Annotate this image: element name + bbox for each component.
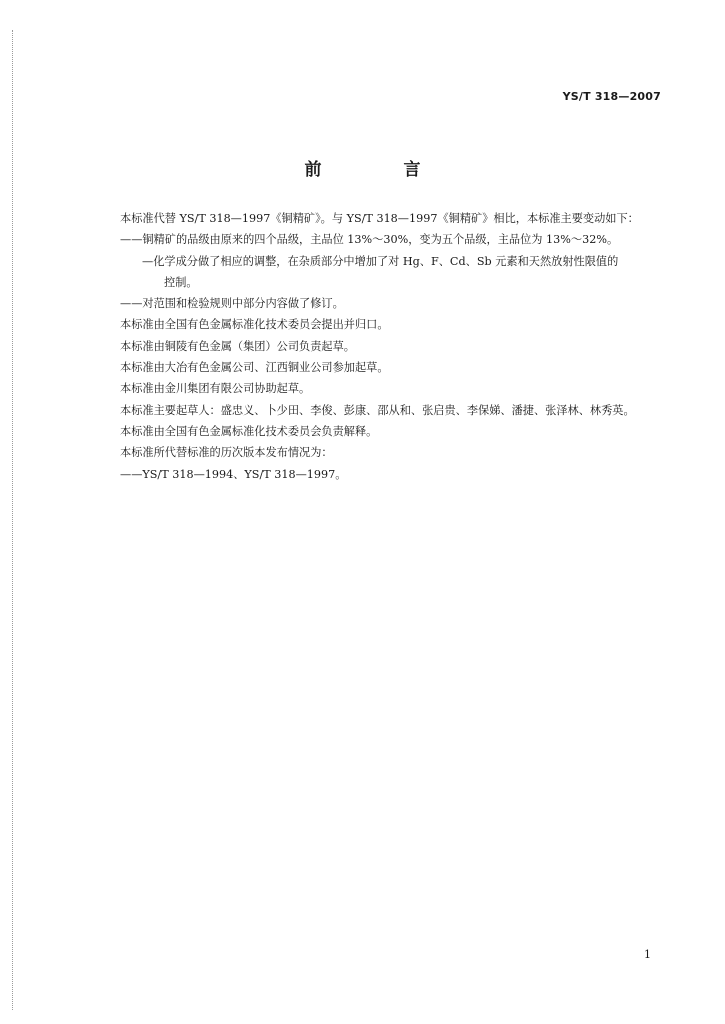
list-item: —化学成分做了相应的调整，在杂质部分中增加了对 Hg、F、Cd、Sb 元素和天然放射性限值的 <box>142 254 619 268</box>
list-item: ——YS/T 318—1994、YS/T 318—1997。 <box>120 467 347 481</box>
paragraph: 本标准由铜陵有色金属（集团）公司负责起草。 <box>120 339 355 353</box>
list-item-continuation: 控制。 <box>164 275 198 289</box>
paragraph: 本标准所代替标准的历次版本发布情况为： <box>120 446 333 460</box>
paragraph: 本标准由全国有色金属标准化技术委员会负责解释。 <box>120 424 378 438</box>
page-title: 前 言 <box>304 160 459 180</box>
list-item: ——铜精矿的品级由原来的四个品级，主品位 13%～30%，变为五个品级，主品位为 13%～32%。 <box>120 233 619 247</box>
list-item: ——对范围和检验规则中部分内容做了修订。 <box>120 297 344 311</box>
paragraph: 本标准由全国有色金属标准化技术委员会提出并归口。 <box>120 318 389 332</box>
paragraph: 本标准主要起草人：盛忠义、卜少田、李俊、彭康、邵从和、张启贵、李保娣、潘捷、张泽林、林秀英。 <box>120 403 635 417</box>
standard-code: YS/T 318—2007 <box>562 90 661 103</box>
page-number: 1 <box>644 948 651 961</box>
paragraph: 本标准由大冶有色金属公司、江西铜业公司参加起草。 <box>120 361 389 375</box>
foreword-body <box>120 208 665 485</box>
paragraph: 本标准代替 YS/T 318—1997《铜精矿》。与 YS/T 318—1997《铜精矿》相比，本标准主要变动如下： <box>120 212 639 225</box>
paragraph: 本标准由金川集团有限公司协助起草。 <box>120 382 311 396</box>
